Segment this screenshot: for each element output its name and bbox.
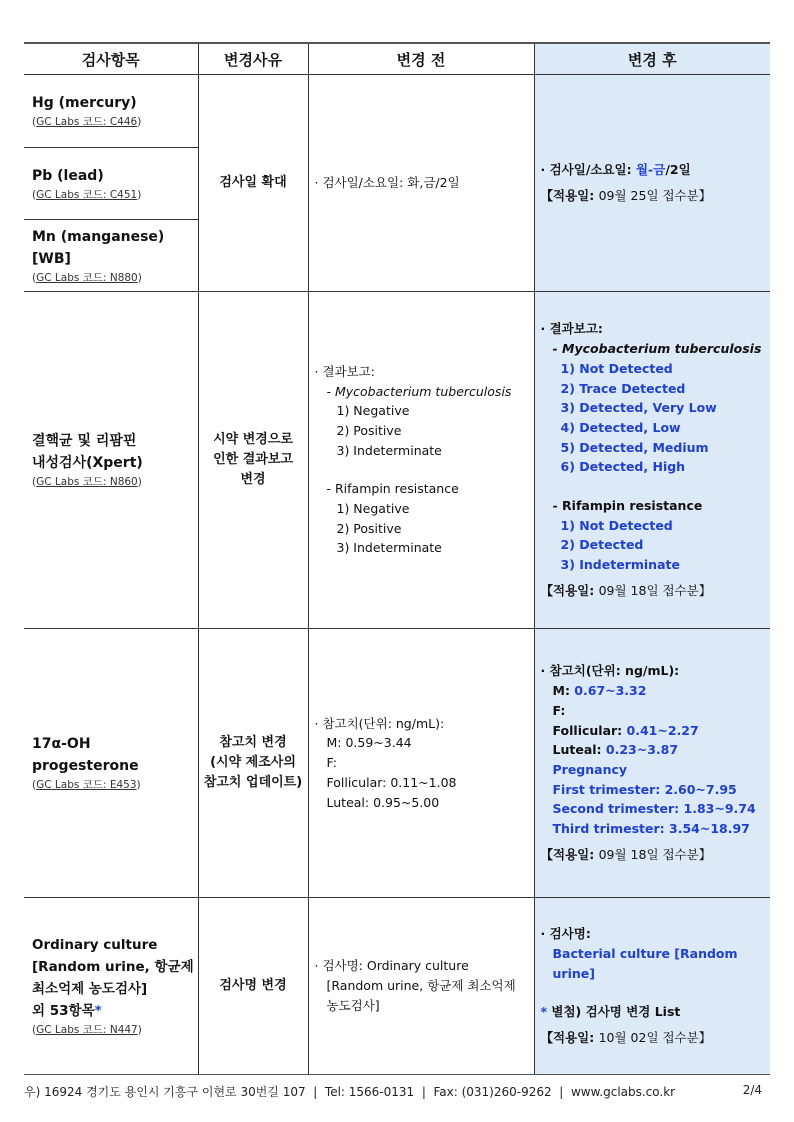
before-sec1: · 검사일/소요일: 화,금/2일 (308, 75, 534, 292)
reason-line: (시약 제조사의 (210, 755, 296, 770)
after-lut-value: 0.23~3.87 (605, 742, 679, 758)
after-sec1 (534, 75, 770, 292)
item-name-line: [Random urine, 항균제 (32, 959, 194, 975)
before-rif-item: 3) Indeterminate (336, 540, 442, 556)
after-fol-label: Follicular: (552, 722, 627, 738)
asterisk-mark: * (540, 1004, 548, 1020)
before-line: 농도검사] (326, 997, 380, 1013)
item-code: GC Labs 코드: N860 (36, 476, 138, 488)
apply-date: 09월 18일 접수분】 (598, 582, 712, 598)
page-footer (24, 1074, 770, 1100)
before-sec2 (308, 292, 534, 629)
after-rif-item: 3) Indeterminate (560, 557, 680, 573)
row-xpert (24, 292, 770, 629)
item-code: GC Labs 코드: C451 (36, 188, 138, 201)
apply-label: 【적용일: (540, 582, 599, 598)
reason-sec1: 검사일 확대 (198, 75, 308, 292)
after-value: 월-금 (635, 162, 666, 178)
reason-line: 변경 (240, 472, 266, 487)
row-17oh (24, 629, 770, 898)
item-name-line: 내성검사(Xpert) (32, 455, 143, 471)
page-number: 2/4 (742, 1083, 762, 1097)
before-rif-item: 2) Positive (336, 520, 402, 536)
item-name-line: 결핵균 및 리팜핀 (32, 433, 137, 449)
before-sec4 (308, 898, 534, 1075)
before-rif: - Rifampin resistance (326, 481, 459, 497)
reason-line: 참고치 업데이트) (203, 775, 303, 790)
after-preg: Second trimester: 1.83~9.74 (552, 801, 756, 817)
after-head: · 참고치(단위: ng/mL): (540, 663, 680, 679)
reason-sec2 (198, 292, 308, 629)
item-name: Hg (mercury) (32, 95, 137, 111)
header-reason: 변경사유 (198, 43, 308, 75)
reason-line: 시약 변경으로 (213, 432, 293, 447)
before-line: M: 0.59~3.44 (326, 735, 412, 751)
apply-date: 10월 02일 접수분】 (598, 1030, 712, 1046)
after-rif-item: 1) Not Detected (560, 517, 673, 533)
before-head: · 참고치(단위: ng/mL): (314, 715, 445, 731)
before-line: Luteal: 0.95~5.00 (326, 794, 440, 810)
header-row (24, 43, 770, 75)
item-pb: Pb (lead) (GC Labs 코드: C451) (24, 148, 198, 220)
after-label: · 검사일/소요일: (540, 162, 636, 178)
before-head: · 결과보고: (314, 363, 375, 379)
after-mtb-item: 4) Detected, Low (560, 419, 681, 435)
header-item: 검사항목 (24, 43, 198, 75)
after-rif: - Rifampin resistance (552, 498, 703, 514)
item-culture: Ordinary culture [Random urine, 항균제 최소억제 농도검사] 외 53항목* (GC Labs 코드: N447) (24, 898, 198, 1075)
after-tail: /2일 (665, 162, 691, 178)
row-culture (24, 898, 770, 1075)
after-head: · 검사명: (540, 926, 591, 942)
before-mtb: - Mycobacterium tuberculosis (326, 383, 512, 399)
after-value: Bacterial culture [Random urine] (552, 945, 738, 981)
item-hg: Hg (mercury) (GC Labs 코드: C446) (24, 75, 198, 148)
after-mtb-item: 5) Detected, Medium (560, 439, 709, 455)
before-line: · 검사명: Ordinary culture (314, 958, 469, 974)
item-17oh: 17α-OH progesterone (GC Labs 코드: E453) (24, 629, 198, 898)
apply-label: 【적용일: (540, 188, 599, 203)
after-f: F: (552, 702, 566, 718)
after-sec4 (534, 898, 770, 1075)
after-mtb: - Mycobacterium tuberculosis (552, 341, 762, 357)
item-name: 17α-OH progesterone (32, 736, 139, 774)
before-line: [Random urine, 항균제 최소억제 (326, 978, 516, 994)
change-notice-table (24, 42, 770, 1075)
before-mtb-item: 1) Negative (336, 403, 410, 419)
after-sec2 (534, 292, 770, 629)
after-preg: First trimester: 2.60~7.95 (552, 781, 737, 797)
apply-date: 09월 25일 접수분】 (598, 188, 712, 203)
item-name-line: 최소억제 농도검사] (32, 981, 148, 997)
item-name: Pb (lead) (32, 167, 104, 184)
after-mtb-item: 3) Detected, Very Low (560, 400, 717, 416)
apply-label: 【적용일: (540, 1030, 599, 1046)
after-fol-value: 0.41~2.27 (626, 722, 699, 738)
before-mtb-item: 2) Positive (336, 422, 402, 438)
item-name-line: Ordinary culture (32, 937, 158, 953)
item-name: Mn (manganese) [WB] (32, 228, 165, 267)
apply-label: 【적용일: (540, 846, 599, 862)
footer-address: 우) 16924 경기도 용인시 기흥구 이현로 30번길 107 | Tel: 1566-0131 | Fax: (031)260-9262 | www.gclabs.co.kr (24, 1085, 676, 1099)
item-name-line: 외 53항목 (32, 1003, 95, 1019)
after-mtb-item: 1) Not Detected (560, 360, 673, 376)
before-line: Follicular: 0.11~1.08 (326, 774, 457, 790)
before-rif-item: 1) Negative (336, 501, 410, 517)
after-mtb-item: 6) Detected, High (560, 459, 686, 475)
item-code: GC Labs 코드: C446 (36, 116, 138, 128)
after-mtb-item: 2) Trace Detected (560, 380, 686, 396)
after-preg: Third trimester: 3.54~18.97 (552, 821, 750, 837)
before-line: F: (326, 755, 337, 771)
item-code: GC Labs 코드: N880 (36, 271, 138, 284)
after-m-label: M: (552, 683, 575, 699)
item-xpert: 결핵균 및 리팜핀 내성검사(Xpert) (GC Labs 코드: N860) (24, 292, 198, 629)
before-mtb-item: 3) Indeterminate (336, 442, 442, 458)
asterisk-mark: * (94, 1003, 102, 1019)
after-m-value: 0.67~3.32 (574, 683, 647, 699)
before-sec3 (308, 629, 534, 898)
item-mn: Mn (manganese) [WB] (GC Labs 코드: N880) (24, 220, 198, 292)
after-lut-label: Luteal: (552, 742, 606, 758)
reason-sec3 (198, 629, 308, 898)
attachment-note: 별첨) 검사명 변경 List (547, 1004, 681, 1020)
apply-date: 09월 18일 접수분】 (598, 846, 712, 862)
after-head: · 결과보고: (540, 321, 603, 337)
item-code: GC Labs 코드: E453 (36, 779, 137, 791)
after-preg: Pregnancy (552, 762, 628, 777)
item-code: GC Labs 코드: N447 (36, 1024, 138, 1036)
after-sec3 (534, 629, 770, 898)
row-hg (24, 75, 770, 148)
reason-sec4: 검사명 변경 (198, 898, 308, 1075)
reason-line: 인한 결과보고 (213, 452, 293, 467)
after-rif-item: 2) Detected (560, 537, 644, 553)
header-before: 변경 전 (308, 43, 534, 75)
reason-line: 참고치 변경 (219, 735, 287, 750)
header-after: 변경 후 (534, 43, 770, 75)
